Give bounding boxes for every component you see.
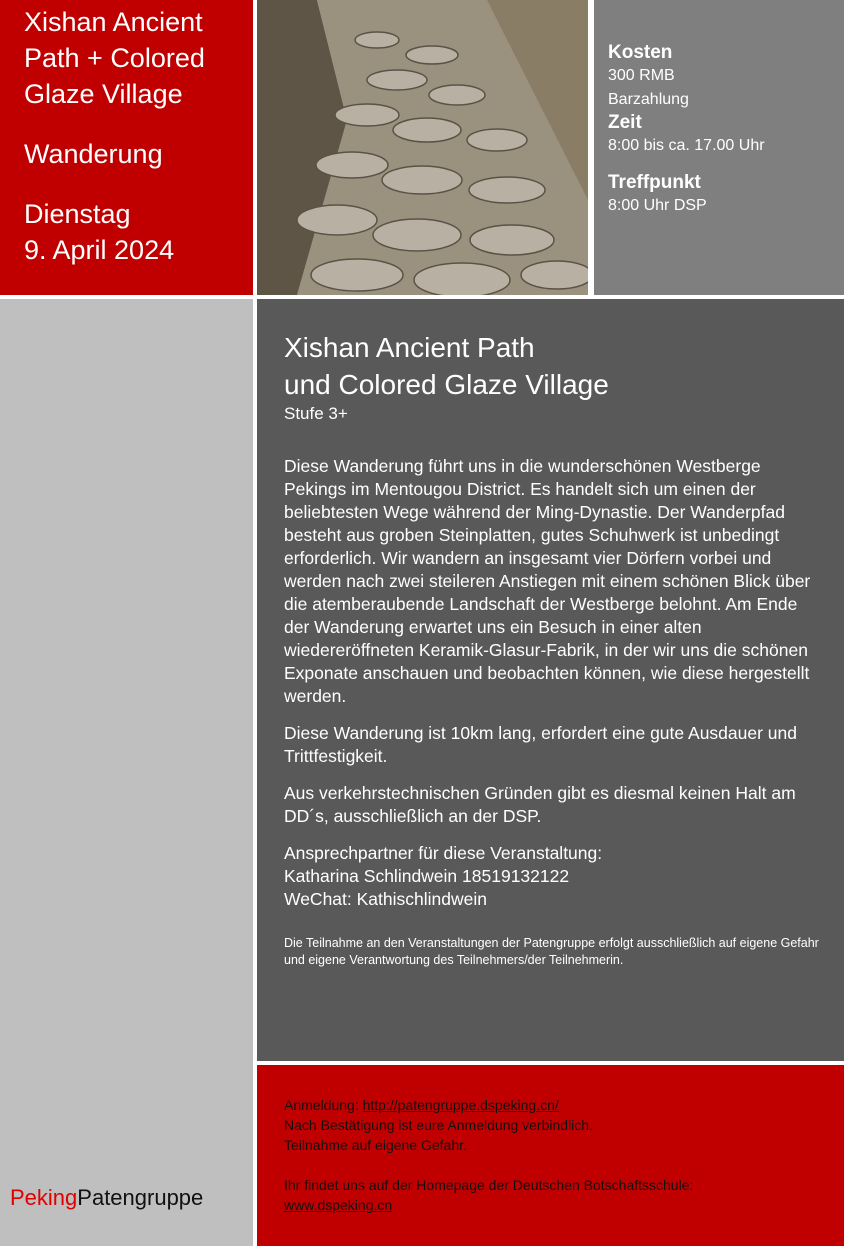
brand-logo-peking: Peking (10, 1185, 78, 1210)
registration-risk: Teilnahme auf eigene Gefahr. (284, 1137, 467, 1153)
title-panel (0, 0, 253, 295)
time-value: 8:00 bis ca. 17.00 Uhr (608, 137, 765, 154)
event-weekday: Dienstag (24, 199, 131, 229)
transport-paragraph: Aus verkehrstechnischen Gründen gibt es diesmal keinen Halt am DD´s, ausschließlich an der DSP. (284, 783, 796, 826)
difficulty-level: Stufe 3+ (284, 404, 348, 423)
contact-label: Ansprechpartner für diese Veranstaltung: (284, 843, 603, 863)
event-date: 9. April 2024 (24, 235, 175, 265)
event-type: Wanderung (24, 139, 163, 169)
left-sidebar (0, 299, 253, 1246)
contact-block (284, 842, 824, 911)
length-paragraph: Diese Wanderung ist 10km lang, erfordert eine gute Ausdauer und Trittfestigkeit. (284, 723, 797, 766)
meeting-point-label: Treffpunkt (608, 172, 701, 193)
registration-panel (257, 1065, 844, 1246)
event-title-line-2: Path + Colored (24, 43, 205, 73)
description-paragraph: Diese Wanderung führt uns in die wunderschönen Westberge Pekings im Mentougou District. Es handelt sich um einen der beliebtesten Wege während der Ming-Dynastie. Der Wanderpfad besteht aus groben Steinplatten, gutes Schuhwerk ist unbedingt erforderlich. Wir wandern an insgesamt vier Dörfern vorbei und werden nach zwei steileren Anstiegen mit einem schönen Blick über die atemberaubende Landschaft der Westberge belohnt. Am Ende der Wanderung erwartet uns ein Besuch in einer alten wiedereröffneten Keramik-Glasur-Fabrik, in der wir uns die schönen Exponate anschauen und beobachten können, wie diese hergestellt werden. (284, 456, 811, 706)
cost-label: Kosten (608, 42, 673, 63)
event-title-line-1: Xishan Ancient (24, 7, 203, 37)
stone-path-image (257, 0, 588, 295)
contact-name: Katharina Schlindwein 18519132122 (284, 866, 570, 886)
content-title-line-2: und Colored Glaze Village (284, 369, 609, 400)
brand-logo (10, 1185, 203, 1211)
info-panel (594, 0, 844, 295)
registration-label: Anmeldung: (284, 1097, 363, 1113)
brand-logo-patengruppe: Patengruppe (77, 1185, 204, 1210)
time-label: Zeit (608, 112, 642, 133)
registration-link[interactable]: http://patengruppe.dspeking.cn/ (362, 1097, 559, 1113)
event-title-line-3: Glaze Village (24, 79, 183, 109)
disclaimer: Die Teilnahme an den Veranstaltungen der Patengruppe erfolgt ausschließlich auf eigene Gefahr und eigene Verantwortung des Teilnehmers/der Teilnehmerin. (284, 936, 819, 967)
meeting-point-value: 8:00 Uhr DSP (608, 197, 707, 214)
content-panel (257, 299, 844, 1061)
homepage-link[interactable]: www.dspeking.cn (284, 1197, 393, 1213)
registration-line (284, 1095, 834, 1115)
registration-confirmation: Nach Bestätigung ist eure Anmeldung verbindlich. (284, 1117, 593, 1133)
homepage-text: Ihr findet uns auf der Homepage der Deutschen Botschaftsschule: (284, 1177, 694, 1193)
cost-value: 300 RMB (608, 67, 675, 84)
stone-path-photo (257, 0, 588, 295)
payment-method: Barzahlung (608, 91, 689, 108)
contact-wechat: WeChat: Kathischlindwein (284, 889, 487, 909)
content-title-line-1: Xishan Ancient Path (284, 332, 535, 363)
